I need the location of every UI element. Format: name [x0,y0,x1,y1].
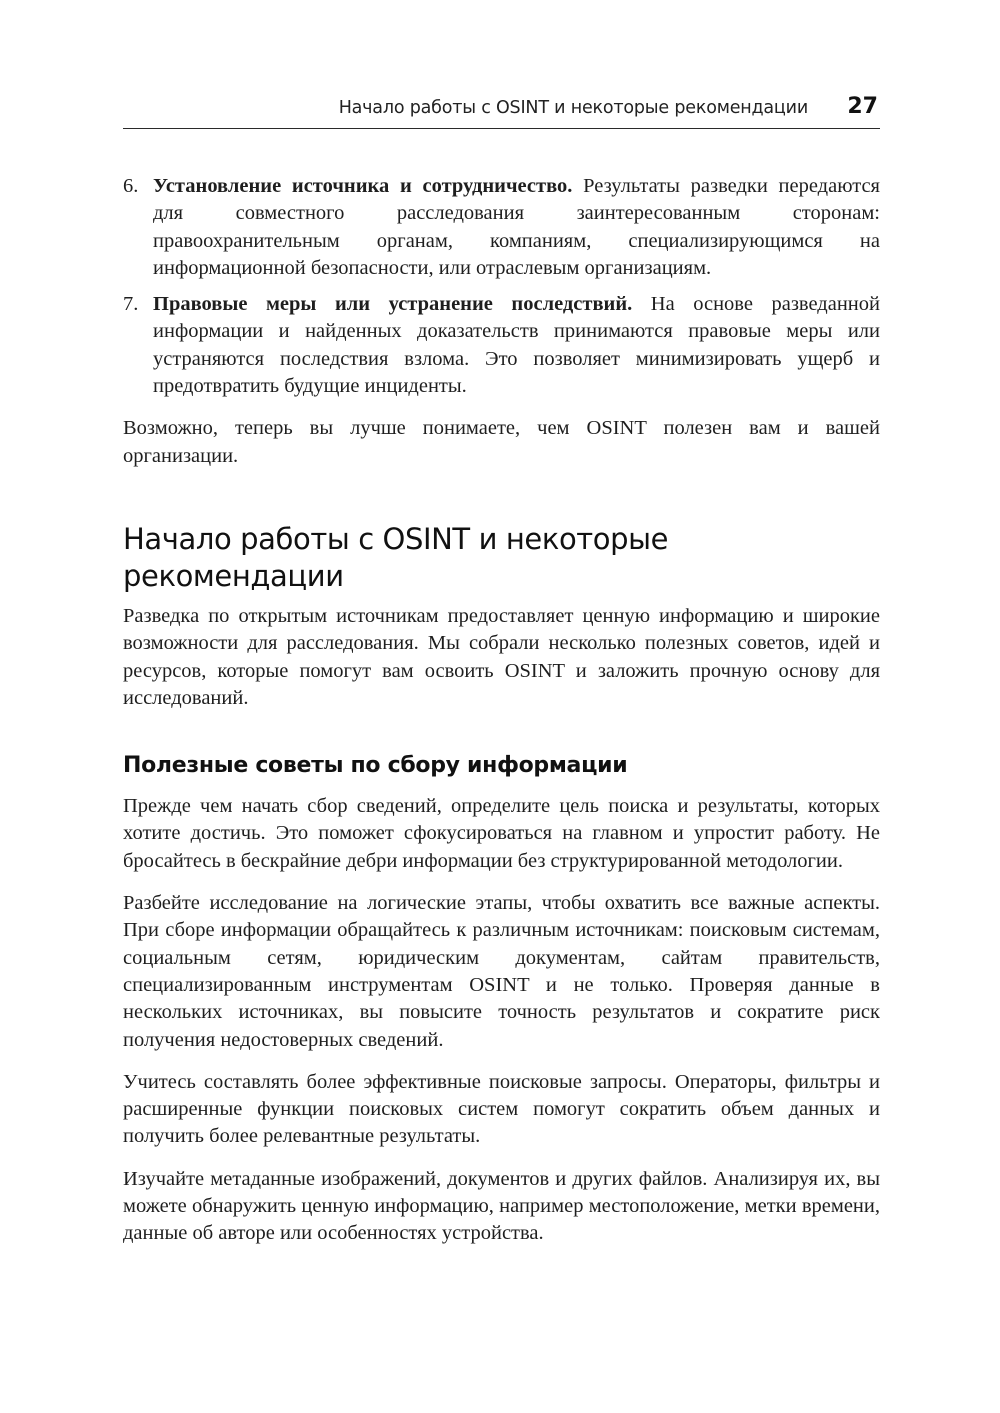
body-paragraph: Разбейте исследование на логические этапы, чтобы охватить все важные аспекты. При сборе информации обращайтесь к различным источникам: поисковым системам, социальным сетям, юридическим документам, сайтам правительств, специализированным инструментам OSINT и не только. Проверяя данные в нескольких источниках, вы повысите точность результатов и сократите риск получения недостоверных сведений. [123,892,880,1051]
list-item-lead: Правовые меры или устранение последствий. [153,293,633,316]
list-item-text: Результаты разведки передаются для совместного расследования заинтересованным сторонам: правоохранительным органам, компаниям, специализирующимся на информационной безопасности, или отраслевым организациям. [153,175,880,279]
list-item [123,291,880,400]
running-header [123,88,880,129]
section-heading: Начало работы с OSINT и некоторые рекомендации [123,521,669,593]
body-paragraph: Изучайте метаданные изображений, документов и других файлов. Анализируя их, вы можете обнаружить ценную информацию, например местоположение, метки времени, данные об авторе или особенностях устройства. [123,1167,880,1245]
body-paragraph: Прежде чем начать сбор сведений, определите цель поиска и результаты, которых хотите достичь. Это поможет сфокусироваться на главном и упростит работу. Не бросайтесь в бескрайние дебри информации без структурированной методологии. [123,795,880,872]
subsection-heading: Полезные советы по сбору информации [123,753,628,779]
list-item-number: 6. [123,175,139,197]
section-paragraph: Разведка по открытым источникам предоставляет ценную информацию и широкие возможности для расследования. Мы собрали несколько полезных советов, идей и ресурсов, которые помогут вам освоить OSINT и заложить прочную основу для исследований. [123,604,880,709]
list-item-number: 7. [123,293,139,316]
intro-paragraph: Возможно, теперь вы лучше понимаете, чем OSINT полезен вам и вашей организации. [123,417,880,467]
list-item [123,173,880,282]
body-paragraph: Учитесь составлять более эффективные поисковые запросы. Операторы, фильтры и расширенные функции поисковых систем помогут сократить объем данных и получить более релевантные результаты. [123,1070,880,1148]
page-number: 27 [847,94,878,119]
page-content [123,173,880,1263]
running-title: Начало работы с OSINT и некоторые рекомендации [338,98,808,118]
numbered-list [123,173,880,400]
list-item-text: На основе разведанной информации и найденных доказательств принимаются правовые меры или устраняются последствия взлома. Это позволяет минимизировать ущерб и предотвратить будущие инциденты. [153,293,880,398]
list-item-lead: Установление источника и сотрудничество. [153,175,573,197]
